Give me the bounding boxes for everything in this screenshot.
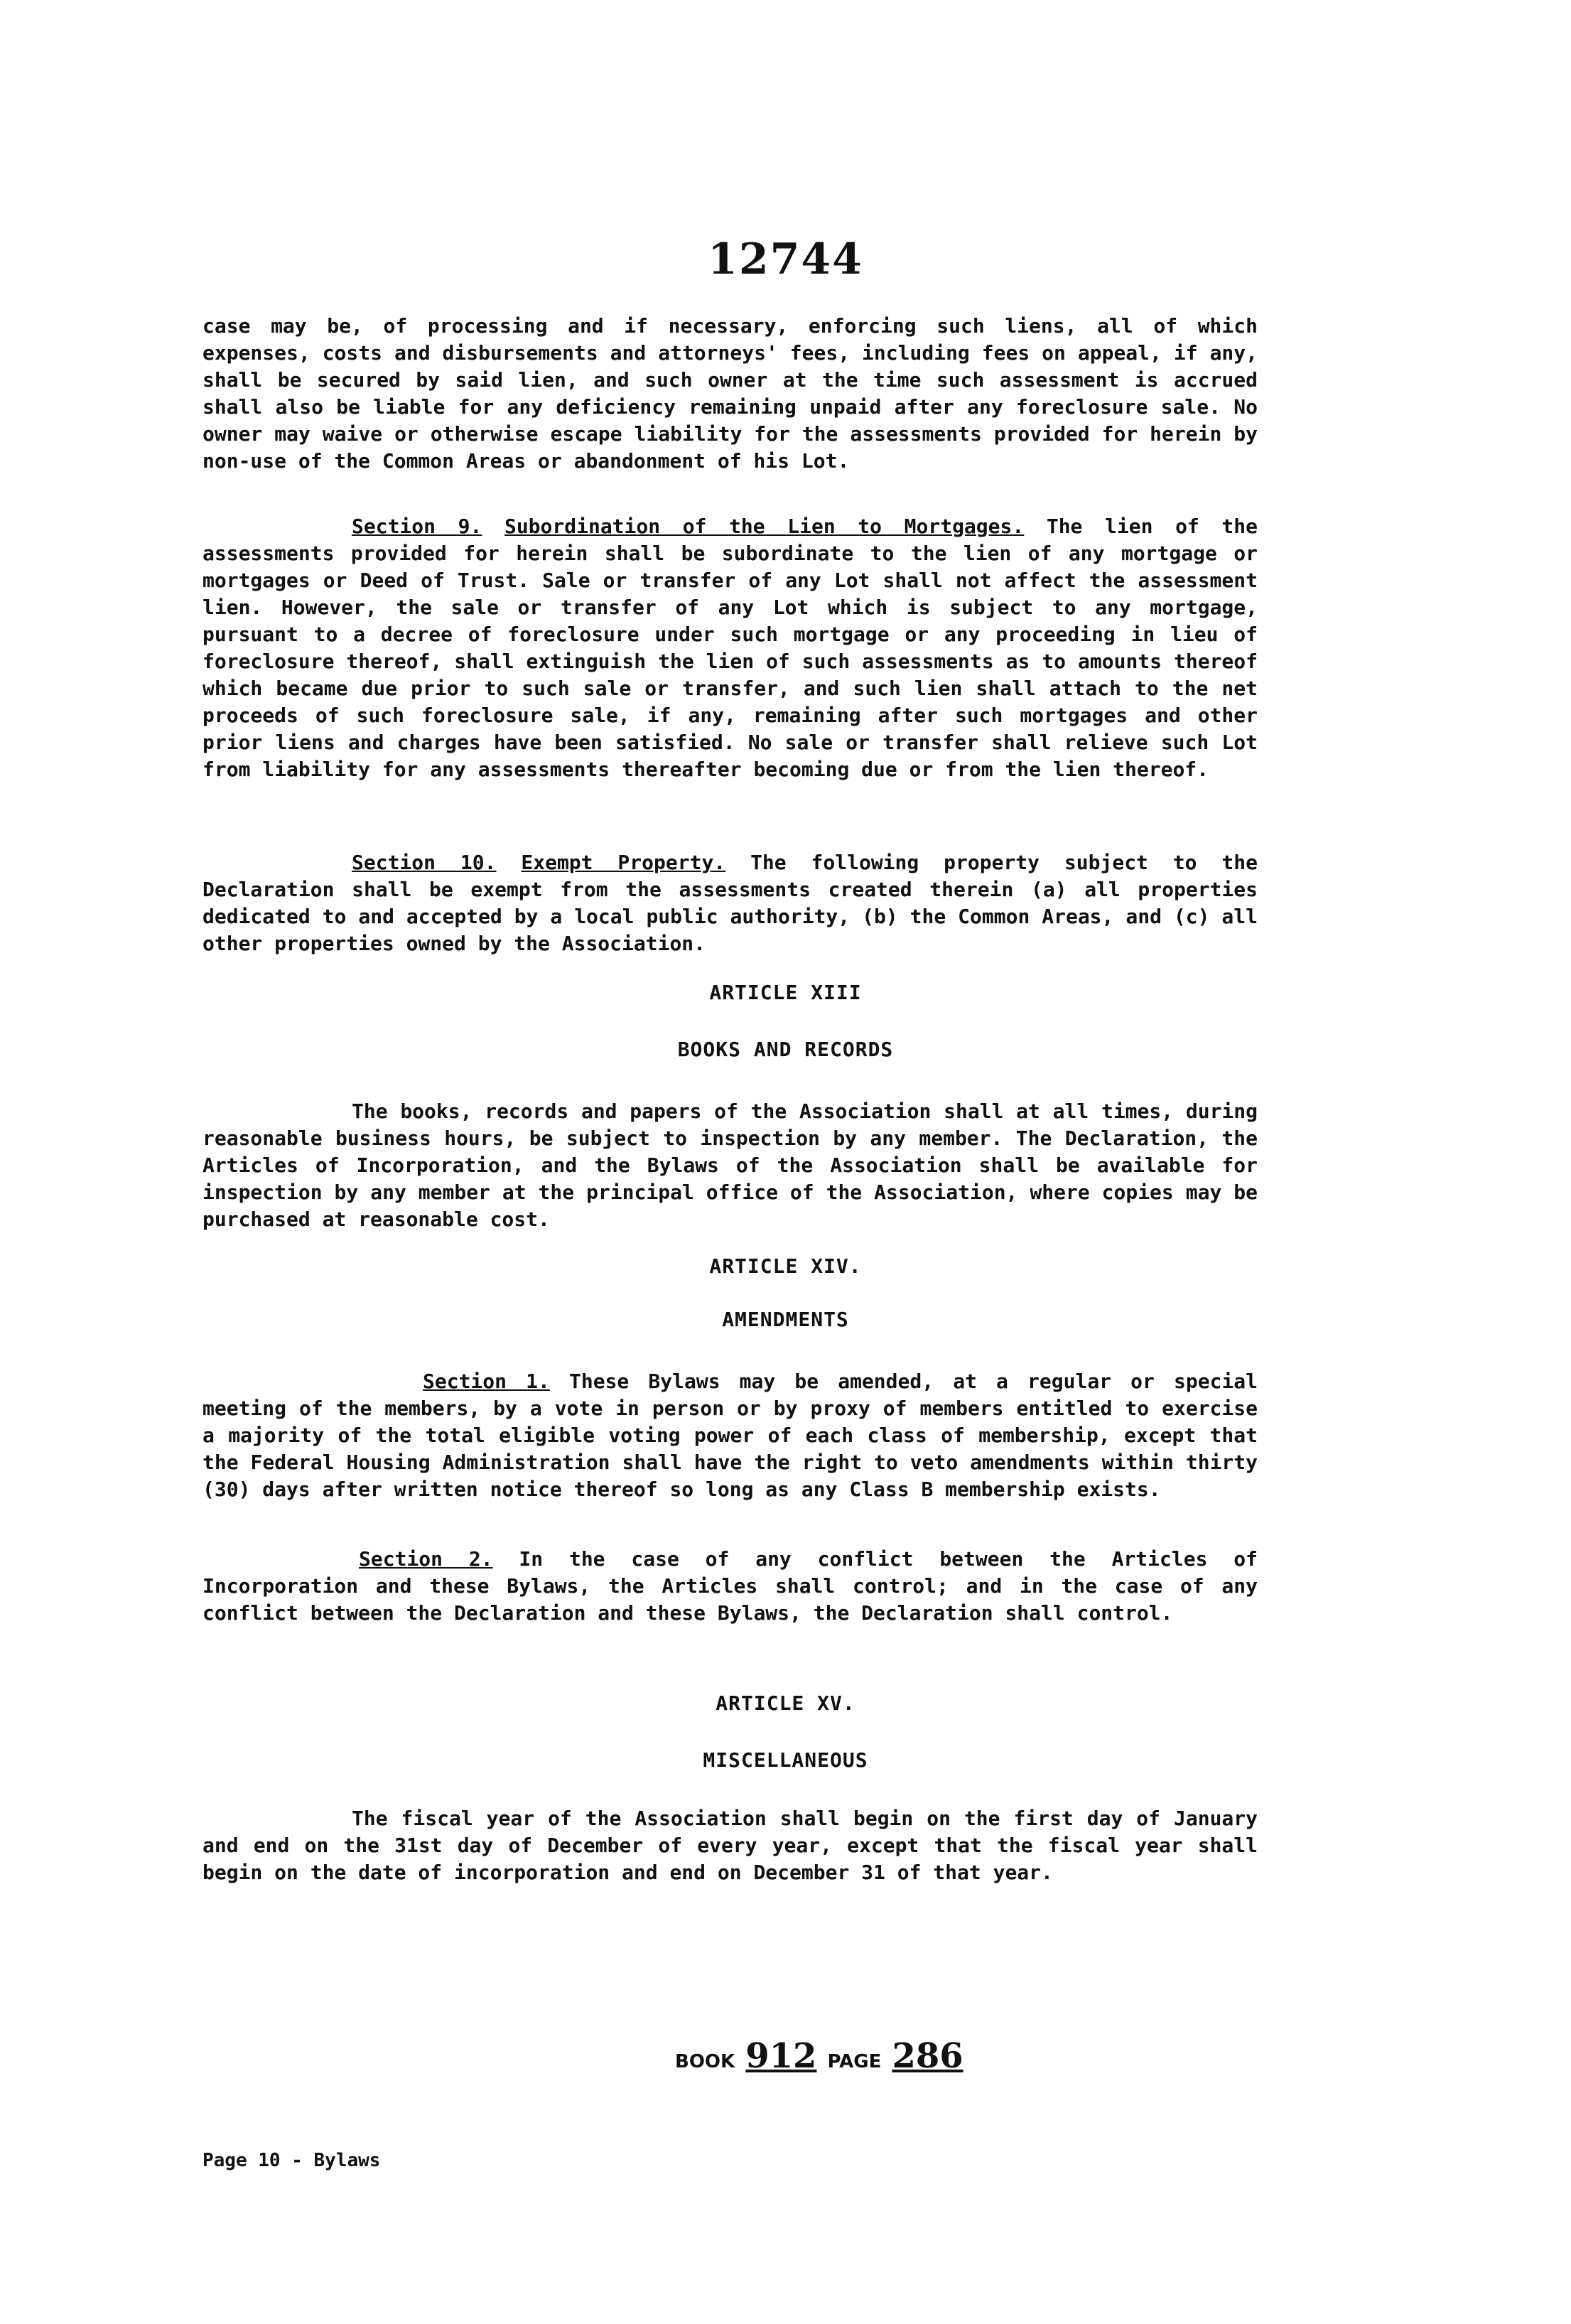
page-number: 286 (892, 2036, 963, 2076)
article-15-body-block (203, 1805, 1258, 1886)
section-9-body: The lien of the assessments provided for herein shall be subordinate to the lien of any mortgage or mortgages or Deed of Trust. Sale or transfer of any Lot shall not affect the assessment lien. However, the sale or transfer of any Lot which is subject to any mortgage, pursuant to a decree of foreclosure under such mortgage or any proceeding in lieu of foreclosure thereof, shall extinguish the lien of such assessments as to amounts thereof which became due prior to such sale or transfer, and such lien shall attach to the net proceeds of such foreclosure sale, if any, remaining after such mortgages and other prior liens and charges have been satisfied. No sale or transfer shall relieve such Lot from liability for any assessments thereafter becoming due or from the lien thereof. (203, 515, 1258, 781)
article-13-body: The books, records and papers of the Association shall at all times, during reasonable business hours, be subject to inspection by any member. The Declaration, the Articles of Incorporation, and the Bylaws of the Association shall be available for inspection by any member at the principal office of the Association, where copies may be purchased at reasonable cost. (203, 1099, 1258, 1231)
book-page-stamp (675, 2036, 968, 2076)
article-14-section-1 (203, 1368, 1258, 1503)
article-15-number: ARTICLE XV. (716, 1691, 855, 1715)
intro-paragraph (203, 313, 1258, 475)
document-number: 12744 (708, 235, 863, 284)
article-13-title: BOOKS AND RECORDS (677, 1038, 894, 1061)
footer-page-label: Page 10 - Bylaws (203, 2150, 381, 2171)
book-label: BOOK (675, 2051, 735, 2072)
section-10 (203, 849, 1258, 957)
intro-text: case may be, of processing and if necessary, enforcing such liens, all of which expenses, costs and disbursements and attorneys' fees, including fees on appeal, if any, shall be secured by said lien, and such owner at the time such assessment is accrued shall also be liable for any deficiency remaining unpaid after any foreclosure sale. No owner may waive or otherwise escape liability for the assessments provided for herein by non-use of the Common Areas or abandonment of his Lot. (203, 314, 1258, 473)
article-14-number: ARTICLE XIV. (709, 1254, 862, 1278)
book-number: 912 (745, 2036, 817, 2076)
section-10-body: The following property subject to the Declaration shall be exempt from the assessments created therein (a) all properties dedicated to and accepted by a local public authority, (b) the Common Areas, and (c) all other properties owned by the Association. (203, 851, 1258, 955)
article-14-title: AMENDMENTS (722, 1308, 849, 1331)
article-13-body-block (203, 1098, 1258, 1233)
article-14-section-2 (203, 1546, 1258, 1627)
article-14-section-2-body: In the case of any conflict between the Articles of Incorporation and these Bylaws, the Articles shall control; and in the case of any conflict between the Declaration and these Bylaws, the Declaration shall control. (203, 1547, 1258, 1625)
article-13-number: ARTICLE XIII (709, 981, 862, 1004)
article-14-section-1-heading: Section 1. (423, 1370, 550, 1393)
article-15-body: The fiscal year of the Association shall begin on the first day of January and end on the 31st day of December of every year, except that the fiscal year shall begin on the date of incorporation and end on December 31 of that year. (203, 1807, 1258, 1884)
section-9-heading: Section 9. (352, 515, 482, 538)
section-10-title: Exempt Property. (521, 851, 726, 874)
section-9 (203, 513, 1258, 783)
section-10-heading: Section 10. (352, 851, 497, 874)
section-9-title: Subordination of the Lien to Mortgages. (504, 515, 1025, 538)
article-14-section-1-body: These Bylaws may be amended, at a regular or special meeting of the members, by a vote in person or by proxy of members entitled to exercise a majority of the total eligible voting power of each class of membership, except that the Federal Housing Administration shall have the right to veto amendments within thirty (30) days after written notice thereof so long as any Class B membership exists. (203, 1370, 1258, 1501)
article-15-title: MISCELLANEOUS (703, 1748, 868, 1772)
article-14-section-2-heading: Section 2. (359, 1547, 493, 1571)
page-label: PAGE (827, 2051, 882, 2072)
